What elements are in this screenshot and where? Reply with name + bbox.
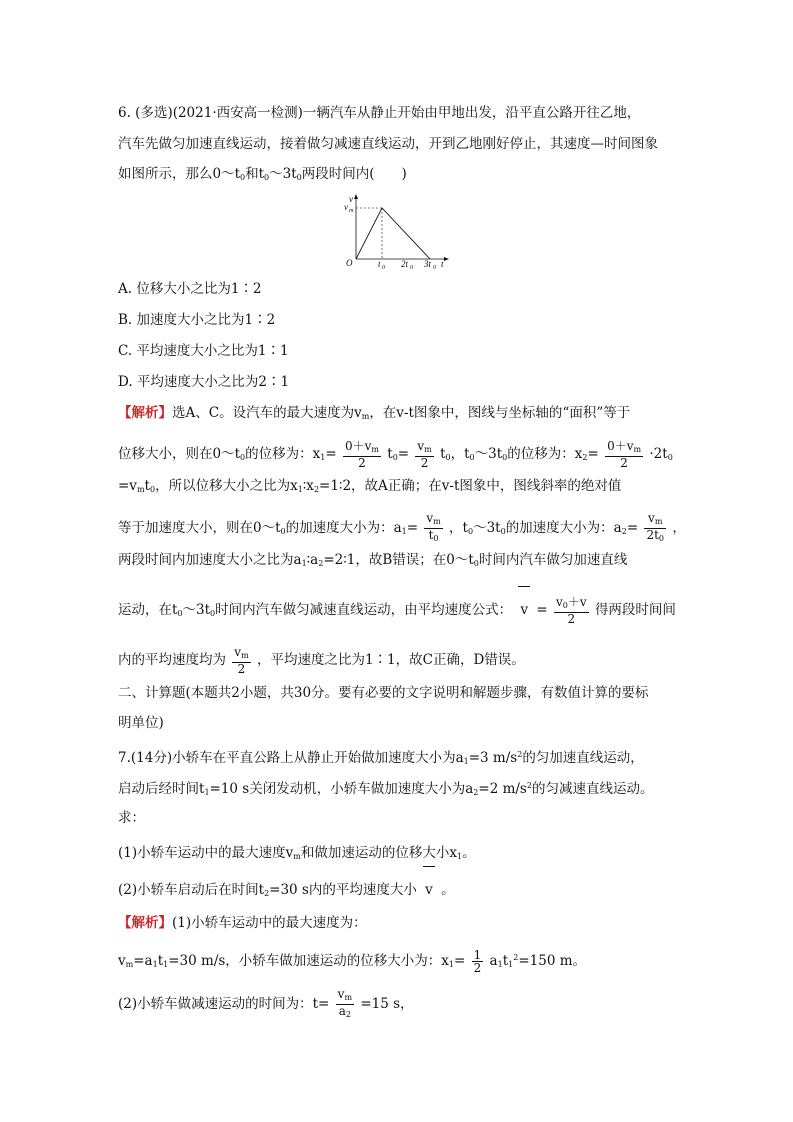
- analysis-tag: 【解析】: [118, 915, 172, 931]
- fraction: $\frac{v_m}{2}$: [417, 439, 432, 470]
- origin-label: O: [346, 258, 353, 268]
- analysis6-line2: 位移大小，则在$0\sim t_0$的位移为：$x_1=$ $\frac{0+v_m}{2}$ $t_0=$ $\frac{v_m}{2}$ $t_0$，$t_0\sim 3t_0$的位移为：$x_2=$ $\frac{0+v_m}{2}$ $\cdot 2t_0$: [118, 439, 673, 470]
- t-axis-arrow: [444, 257, 449, 261]
- q7-line1: 7.(14分)小轿车在平直公路上从静止开始做加速度大小为$a_1=3$ $m/s^2$的匀加速直线运动，: [118, 750, 644, 766]
- analysis6-line4: 等于加速度大小，则在$0\sim t_0$的加速度大小为：$a_1=$ $\frac{v_m}{t_0}$ ，$t_0\sim 3t_0$的加速度大小为：$a_2=$ $\frac{v_m}{2t_0}$ ，: [118, 511, 686, 543]
- tick-t0-sub: 0: [382, 265, 385, 269]
- tick-t0: t: [378, 259, 381, 269]
- fraction: $\frac{v_0+v}{2}$: [555, 595, 587, 626]
- fraction: $\frac{v_m}{2t_0}$: [646, 511, 665, 543]
- q7-line4: (1)小轿车运动中的最大速度$v_m$和做加速运动的位移大小$x_1$。: [118, 845, 476, 861]
- section2-line1: 二、计算题(本题共2小题，共30分。要有必要的文字说明和解题步骤，有数值计算的要标: [118, 685, 649, 701]
- section2-line2: 明单位): [118, 715, 164, 731]
- tick-2t0: 2t: [401, 259, 409, 269]
- velocity-time-graph: [340, 193, 452, 269]
- fraction: $\frac{0+v_m}{2}$: [607, 439, 642, 470]
- analysis6-line3: $=v_mt_0$，所以位移大小之比为$x_1∶x_2=1∶2$，故A正确；在v-t图象中，图线斜率的绝对值: [118, 478, 622, 494]
- vm-label: v: [344, 202, 348, 212]
- q6-line1: 6. (多选)(2021·西安高一检测)一辆汽车从静止开始由甲地出发，沿平直公路开往乙地，: [118, 105, 641, 121]
- analysis7-line3: (2)小轿车做减速运动的时间为：t= $\frac{v_m}{a_2}$ =15 s，: [118, 987, 414, 1019]
- q7-line5: (2)小轿车启动后在时间$t_2=30$ s内的平均速度大小 v 。: [118, 882, 455, 898]
- fraction: $\frac{0+v_m}{2}$: [344, 439, 379, 470]
- fraction: $\frac{v_m}{t_0}$: [426, 511, 441, 543]
- v-axis-arrow: [354, 194, 358, 199]
- option-d: D. 平均速度大小之比为2∶1: [118, 374, 290, 390]
- t-axis-label: t: [441, 259, 444, 269]
- tick-3t0: 3t: [424, 259, 432, 269]
- analysis6-line1: 【解析】选A、C。设汽车的最大速度为$v_m$，在v-t图象中，图线与坐标轴的“面积”等于: [118, 405, 631, 421]
- v-axis-label: v: [349, 194, 353, 204]
- analysis6-line5: 两段时间内加速度大小之比为$a_1∶a_2=2∶1$，故B错误；在$0\sim t_0$时间内汽车做匀加速直线: [118, 552, 628, 568]
- option-c: C. 平均速度大小之比为1∶1: [118, 343, 289, 359]
- fraction: $\frac{v_m}{a_2}$: [337, 987, 353, 1019]
- tick-2t0-sub: 0: [410, 265, 413, 269]
- q7-line2: 启动后经时间$t_1=10$ s关闭发动机，小轿车做加速度大小为$a_2=2$ $m/s^2$的匀减速直线运动。: [118, 781, 654, 797]
- option-a: A. 位移大小之比为1∶2: [118, 281, 262, 297]
- velocity-line: [356, 208, 430, 259]
- analysis-tag: 【解析】: [118, 405, 172, 421]
- v-bar-symbol: v: [516, 600, 532, 620]
- analysis6-line7: 内的平均速度均为 $\frac{v_m}{2}$ ，平均速度之比为1∶1，故C正确，D错误。: [118, 645, 525, 676]
- q6-line2: 汽车先做匀加速直线运动，接着做匀减速直线运动，开到乙地刚好停止，其速度—时间图象: [118, 136, 658, 152]
- vm-sub: m: [349, 208, 354, 214]
- analysis7-line1: 【解析】(1)小轿车运动中的最大速度为：: [118, 915, 367, 931]
- q7-line3: 求：: [118, 810, 145, 826]
- v-bar-symbol: v: [421, 880, 437, 900]
- analysis7-line2: $v_m=a_1t_1=30$ m/s，小轿车做加速运动的位移大小为：$x_1=$ $\frac{1}{2}$ $a_1t_1^2=150$ m。: [118, 948, 586, 975]
- analysis6-line6: 运动，在$t_0\sim 3t_0$时间内汽车做匀减速直线运动，由平均速度公式： v = $\frac{v_0+v}{2}$ 得两段时间间: [118, 595, 676, 626]
- fraction: $\frac{1}{2}$: [473, 948, 482, 975]
- fraction: $\frac{v_m}{2}$: [234, 645, 249, 676]
- q6-line3: 如图所示，那么$0\sim t_0$和$t_0\sim 3t_0$两段时间内( ): [118, 166, 407, 182]
- tick-3t0-sub: 0: [433, 265, 436, 269]
- option-b: B. 加速度大小之比为1∶2: [118, 312, 276, 328]
